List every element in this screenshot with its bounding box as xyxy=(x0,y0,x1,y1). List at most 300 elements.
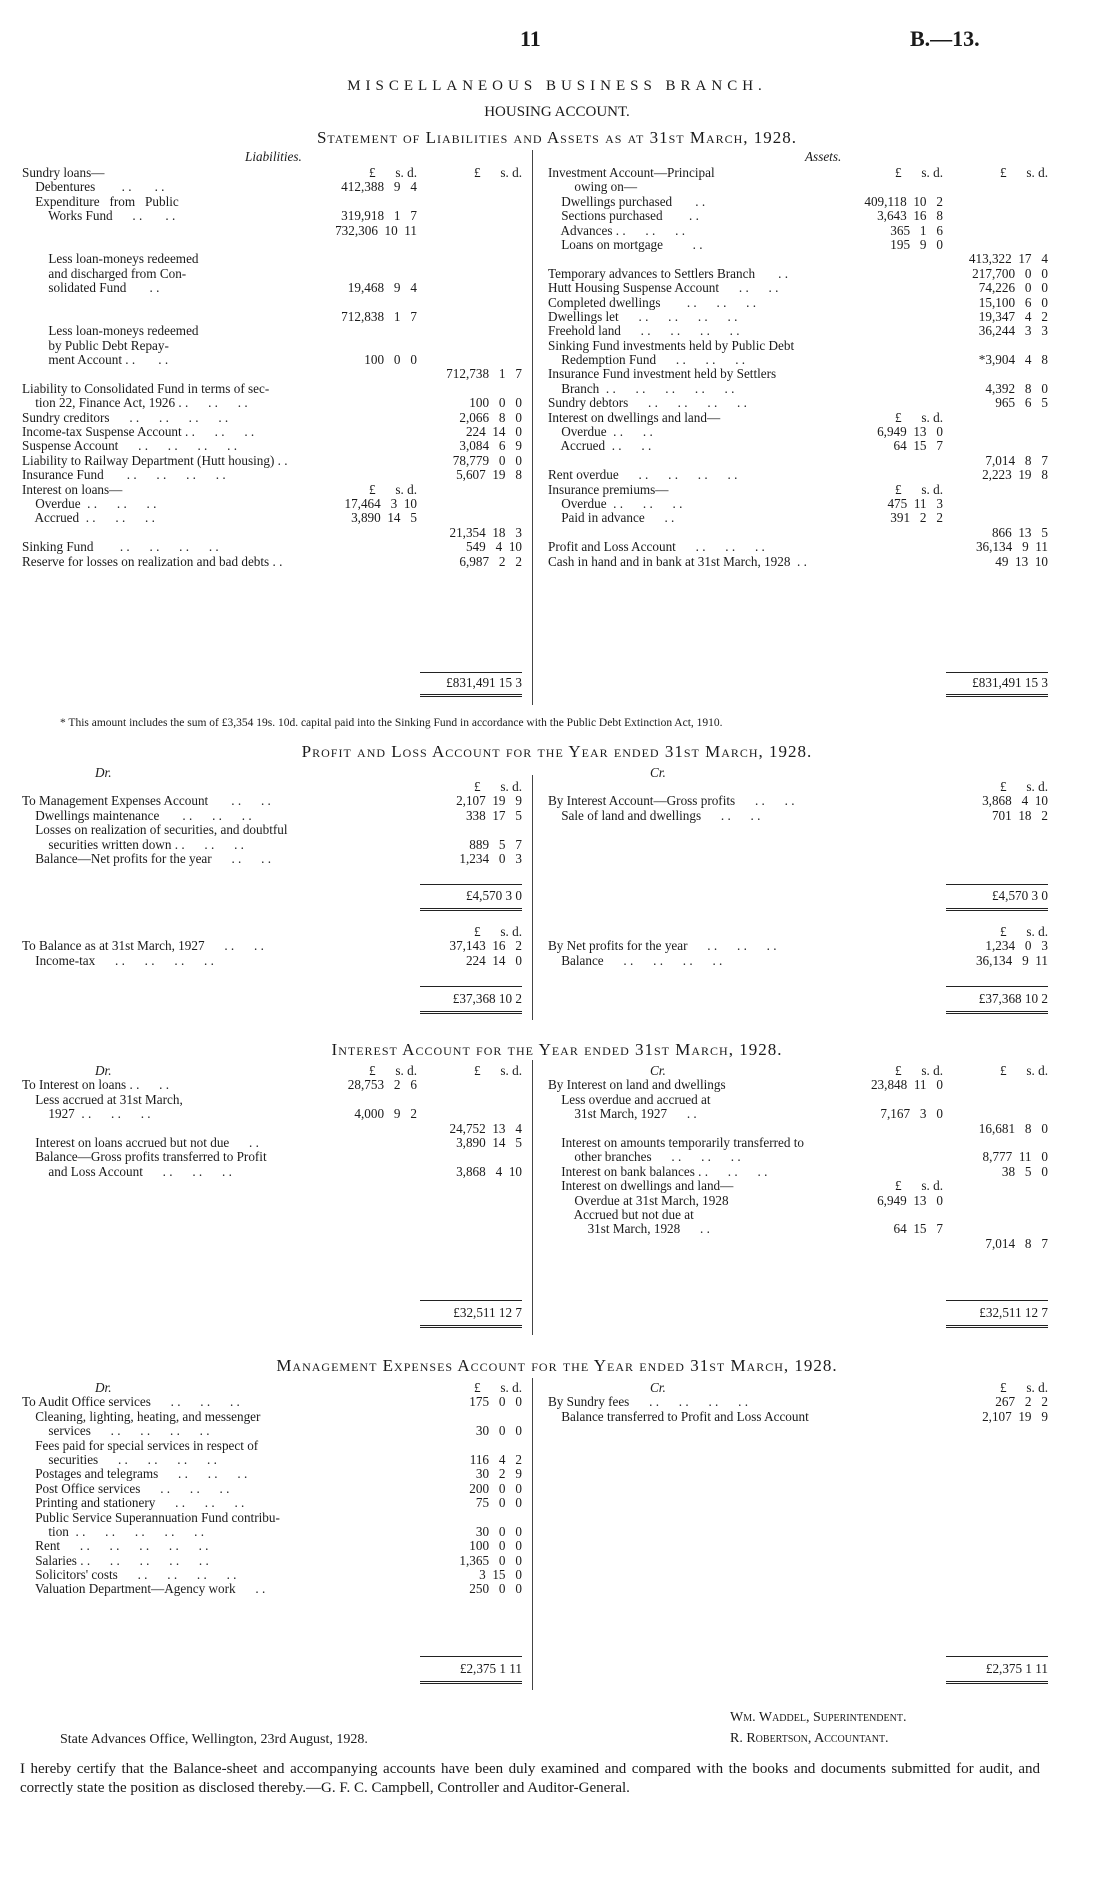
ledger-label: ment Account . . . . xyxy=(22,352,169,368)
ledger-row xyxy=(22,1439,522,1453)
ledger-label: owing on— xyxy=(548,179,638,195)
ledger-label: Rent overdue . . . . . . . . xyxy=(548,467,738,483)
ledger-row xyxy=(548,1107,1048,1121)
ledger-row xyxy=(548,396,1048,410)
ledger-row xyxy=(22,267,522,281)
ledger-label: Freehold land . . . . . . . . xyxy=(548,323,740,339)
ledger-amount: 6,949 13 0 xyxy=(877,1192,943,1208)
ledger-amount-total: 2,066 8 0 xyxy=(459,409,522,425)
ledger-amount: 2,107 19 9 xyxy=(456,793,522,809)
ledger-row xyxy=(22,367,522,381)
ledger-amount: 4,000 9 2 xyxy=(354,1106,417,1122)
ledger-label: Works Fund . . . . xyxy=(22,208,176,224)
pl-rule1-left xyxy=(420,884,522,885)
ledger-row xyxy=(548,1395,1048,1409)
superintendent-signature: Wm. Waddel, Superintendent. xyxy=(730,1710,907,1725)
ledger-label: Less overdue and accrued at xyxy=(548,1091,711,1107)
ledger-label: Reserve for losses on realization and bad debts . . xyxy=(22,553,283,569)
ledger-amount: 701 18 2 xyxy=(991,807,1048,823)
ledger-label: Interest on loans accrued but not due . . xyxy=(22,1134,259,1150)
ledger-row xyxy=(22,238,522,252)
int-dr: Dr. xyxy=(95,1063,112,1078)
ledger-amount: 37,143 16 2 xyxy=(449,938,522,954)
ledger-label: 31st March, 1928 . . xyxy=(548,1221,710,1237)
ledger-row xyxy=(548,339,1048,353)
ledger-row xyxy=(22,224,522,238)
ledger-row xyxy=(22,1511,522,1525)
ledger-amount-total: 3,868 4 10 xyxy=(456,1163,522,1179)
management-total-right: £2,375 1 11 xyxy=(985,1661,1048,1676)
ledger-label: solidated Fund . . xyxy=(22,280,160,296)
ledger-amount: 2,107 19 9 xyxy=(982,1408,1048,1424)
ledger-amount-total: 8,777 11 0 xyxy=(982,1149,1048,1165)
ledger-amount: 224 14 0 xyxy=(465,952,522,968)
ledger-row xyxy=(22,1453,522,1467)
ledger-label: Interest on dwellings and land— xyxy=(548,1178,734,1194)
branch-title: MISCELLANEOUS BUSINESS BRANCH. xyxy=(347,78,767,94)
ledger-label: Overdue . . . . . . xyxy=(548,495,683,511)
ledger-row xyxy=(22,411,522,425)
ledger-row xyxy=(548,1093,1048,1107)
ledger-row xyxy=(548,224,1048,238)
ledger-amount: 1,234 0 3 xyxy=(459,850,522,866)
pl-left-table xyxy=(22,780,522,866)
ledger-row xyxy=(548,166,1048,180)
ledger-row xyxy=(22,540,522,554)
ledger-amount: 64 15 7 xyxy=(893,438,943,454)
ledger-amount: 409,118 10 2 xyxy=(864,193,943,209)
ledger-row xyxy=(548,954,1048,968)
ledger-amount-total: 19,347 4 2 xyxy=(978,308,1048,324)
ledger-label: Income-tax . . . . . . . . xyxy=(22,952,214,968)
ledger-amount: £ s. d. xyxy=(369,165,417,180)
interest-total-left: £32,511 12 7 xyxy=(453,1305,522,1320)
ledger-amount: 267 2 2 xyxy=(995,1394,1048,1410)
int-total-left-row xyxy=(22,1306,522,1320)
ledger-amount-total: 866 13 5 xyxy=(991,524,1048,540)
ledger-label: Post Office services . . . . . . xyxy=(22,1480,230,1496)
ledger-row xyxy=(22,1410,522,1424)
ledger-row xyxy=(22,483,522,497)
pl-drule1-left xyxy=(420,908,522,913)
ledger-row xyxy=(22,1078,522,1092)
ledger-label: Postages and telegrams . . . . . . xyxy=(22,1466,248,1482)
liabilities-heading: Liabilities. xyxy=(245,149,302,164)
ledger-row xyxy=(22,1122,522,1136)
audit-certificate: I hereby certify that the Balance-sheet and accompanying accounts have been duly examined and compared with the books and documents submitted for audit, and correctly state the position as disclosed thereby.—G. F. C. Campbell, Controller and Auditor-General. xyxy=(20,1761,1040,1796)
ledger-label: services . . . . . . . . xyxy=(22,1423,210,1439)
ledger-row xyxy=(22,1136,522,1150)
ledger-label: Debentures . . . . xyxy=(22,179,165,195)
ledger-label: By Net profits for the year . . . . . . xyxy=(548,938,777,954)
ledger-row xyxy=(548,555,1048,569)
ledger-row xyxy=(22,1093,522,1107)
ledger-row xyxy=(22,939,522,953)
ledger-row xyxy=(22,823,522,837)
pl-left2-table xyxy=(22,925,522,968)
document-reference: B.—13. xyxy=(910,26,980,51)
ledger-amount: £ s. d. xyxy=(1000,924,1048,939)
ledger-amount: £ s. d. xyxy=(895,481,943,497)
pl-total1-right-row xyxy=(548,889,1048,903)
ledger-label: Accrued but not due at xyxy=(548,1206,694,1222)
ledger-label: Sections purchased . . xyxy=(548,208,699,224)
int-rule-left xyxy=(420,1300,522,1301)
ledger-amount-total: 3,890 14 5 xyxy=(456,1134,522,1150)
ledger-row xyxy=(548,809,1048,823)
liabilities-total-row xyxy=(22,676,522,690)
ledger-amount: 200 0 0 xyxy=(469,1480,522,1496)
ledger-row xyxy=(548,367,1048,381)
pl-total1-left: £4,570 3 0 xyxy=(465,888,522,903)
ledger-label: Temporary advances to Settlers Branch . . xyxy=(548,265,789,281)
ledger-amount: £ s. d. xyxy=(895,409,943,425)
ledger-row xyxy=(548,382,1048,396)
ledger-row xyxy=(22,780,522,794)
ledger-amount: 7,167 3 0 xyxy=(880,1106,943,1122)
ledger-amount: 116 4 2 xyxy=(469,1451,522,1467)
ledger-amount: 100 0 0 xyxy=(364,352,417,368)
ledger-label: tion 22, Finance Act, 1926 . . . . . . xyxy=(22,395,248,411)
ledger-row xyxy=(548,925,1048,939)
int-rule-right xyxy=(946,1300,1048,1301)
ledger-row xyxy=(22,1064,522,1078)
ledger-row xyxy=(22,555,522,569)
ledger-amount: 732,306 10 11 xyxy=(335,222,417,238)
ledger-row xyxy=(548,454,1048,468)
int-drule-left xyxy=(420,1325,522,1330)
ledger-label: Cleaning, lighting, heating, and messenger xyxy=(22,1408,261,1424)
management-right-table xyxy=(548,1381,1048,1424)
ledger-amount-total: 7,014 8 7 xyxy=(985,452,1048,468)
management-left-table xyxy=(22,1381,522,1597)
statement-title: Statement of Liabilities and Assets as at 31st March, 1928. xyxy=(316,128,798,147)
pl-right2-table xyxy=(548,925,1048,968)
pl-divider xyxy=(532,775,533,1020)
ledger-label: Profit and Loss Account . . . . . . xyxy=(548,539,765,555)
accountant-signature: R. Robertson, Accountant. xyxy=(730,1731,889,1746)
ledger-label: Accrued . . . . . . xyxy=(22,510,155,526)
ledger-row xyxy=(548,1122,1048,1136)
interest-right-table xyxy=(548,1064,1048,1251)
profit-loss-title: Profit and Loss Account for the Year ended 31st March, 1928. xyxy=(301,742,813,761)
ledger-label: Valuation Department—Agency work . . xyxy=(22,1581,266,1597)
ledger-amount: 30 0 0 xyxy=(475,1423,522,1439)
ledger-row xyxy=(548,296,1048,310)
ledger-label: Paid in advance . . xyxy=(548,510,675,526)
ledger-label: Sinking Fund . . . . . . . . xyxy=(22,539,219,555)
ledger-row xyxy=(22,166,522,180)
mgmt-drule-left xyxy=(420,1681,522,1686)
ledger-label: By Sundry fees . . . . . . . . xyxy=(548,1394,749,1410)
ledger-label: Interest on dwellings and land— xyxy=(548,409,721,425)
ledger-amount: 3,868 4 10 xyxy=(982,793,1048,809)
ledger-label: Balance—Net profits for the year . . . . xyxy=(22,850,272,866)
ledger-amount: 64 15 7 xyxy=(893,1221,943,1237)
ledger-label: Sale of land and dwellings . . . . xyxy=(548,807,761,823)
ledger-amount: £ s. d. xyxy=(474,1380,522,1395)
ledger-label: Advances . . . . . . xyxy=(548,222,685,238)
ledger-label: Income-tax Suspense Account . . . . . . xyxy=(22,424,255,440)
ledger-label: 1927 . . . . . . xyxy=(22,1106,151,1122)
ledger-row xyxy=(22,1395,522,1409)
pl-rule2-right xyxy=(946,986,1048,987)
ledger-row xyxy=(548,252,1048,266)
ledger-row xyxy=(548,1381,1048,1395)
ledger-amount: 36,134 9 11 xyxy=(975,952,1048,968)
ledger-row xyxy=(22,1107,522,1121)
page-number: 11 xyxy=(520,26,541,51)
liabilities-table xyxy=(22,166,522,569)
ledger-amount: 712,838 1 7 xyxy=(341,308,417,324)
mgmt-total-right-row xyxy=(548,1662,1048,1676)
ledger-amount: 175 0 0 xyxy=(469,1394,522,1410)
ledger-amount: 6,949 13 0 xyxy=(877,424,943,440)
ledger-amount-total: 36,244 3 3 xyxy=(978,323,1048,339)
ledger-amount: 30 2 9 xyxy=(475,1466,522,1482)
ledger-amount: 1,365 0 0 xyxy=(459,1552,522,1568)
ledger-amount-total: £ s. d. xyxy=(1000,1063,1048,1078)
ledger-row xyxy=(548,1237,1048,1251)
assets-total-row xyxy=(548,676,1048,690)
pl-total1-right: £4,570 3 0 xyxy=(991,888,1048,903)
ledger-row xyxy=(548,1064,1048,1078)
ledger-row xyxy=(22,1381,522,1395)
ledger-label: Public Service Superannuation Fund contribu- xyxy=(22,1509,280,1525)
ledger-label: other branches . . . . . . xyxy=(548,1149,741,1165)
interest-divider xyxy=(532,1060,533,1335)
pl-total2-left-row xyxy=(22,992,522,1006)
ledger-row xyxy=(22,511,522,525)
ledger-row xyxy=(548,1208,1048,1222)
ledger-row xyxy=(22,838,522,852)
total-double-rule-left xyxy=(420,694,522,699)
ledger-row xyxy=(548,468,1048,482)
management-divider xyxy=(532,1378,533,1690)
ledger-amount-total: 7,014 8 7 xyxy=(985,1235,1048,1251)
ledger-label: To Balance as at 31st March, 1927 . . . . xyxy=(22,938,264,954)
ledger-amount-total: 6,987 2 2 xyxy=(459,553,522,569)
total-rule-right xyxy=(946,672,1048,673)
ledger-label: securities . . . . . . . . xyxy=(22,1451,217,1467)
ledger-label: Insurance Fund investment held by Settlers xyxy=(548,366,777,382)
ledger-label: Sinking Fund investments held by Public Debt xyxy=(548,337,795,353)
mgmt-rule-left xyxy=(420,1656,522,1657)
ledger-amount: 365 1 6 xyxy=(890,222,943,238)
mgmt-total-left-row xyxy=(22,1662,522,1676)
ledger-label: Interest on loans— xyxy=(22,481,123,497)
ledger-label: Balance transferred to Profit and Loss Account xyxy=(548,1408,809,1424)
ledger-amount-total: 16,681 8 0 xyxy=(978,1120,1048,1136)
account-title: HOUSING ACCOUNT. xyxy=(484,104,630,120)
ledger-label: Printing and stationery . . . . . . xyxy=(22,1495,245,1511)
ledger-amount-total: 217,700 0 0 xyxy=(972,265,1048,281)
ledger-label: Balance . . . . . . . . xyxy=(548,952,723,968)
ledger-label: tion . . . . . . . . . . xyxy=(22,1523,205,1539)
pl-right-table xyxy=(548,780,1048,823)
ledger-amount: 100 0 0 xyxy=(469,1538,522,1554)
ledger-row xyxy=(548,281,1048,295)
ledger-row xyxy=(22,180,522,194)
ledger-label: Fees paid for special services in respect of xyxy=(22,1437,259,1453)
ledger-amount-total: 413,322 17 4 xyxy=(968,251,1048,267)
ledger-amount-total: 49 13 10 xyxy=(995,553,1048,569)
ledger-row xyxy=(22,1150,522,1164)
ledger-row xyxy=(22,1482,522,1496)
ledger-row xyxy=(22,794,522,808)
ledger-label: Balance—Gross profits transferred to Profit xyxy=(22,1149,267,1165)
ledger-row xyxy=(22,925,522,939)
pl-dr: Dr. xyxy=(95,765,112,780)
ledger-amount: 19,468 9 4 xyxy=(347,280,417,296)
ledger-row xyxy=(548,238,1048,252)
ledger-amount-total: 15,100 6 0 xyxy=(978,294,1048,310)
ledger-row xyxy=(22,310,522,324)
ledger-label: Redemption Fund . . . . . . xyxy=(548,352,746,368)
ledger-amount: 17,464 3 10 xyxy=(344,495,417,511)
ledger-amount-total: 2,223 19 8 xyxy=(982,467,1048,483)
ledger-amount-total: 38 5 0 xyxy=(1001,1163,1048,1179)
management-title: Management Expenses Account for the Year ended 31st March, 1928. xyxy=(276,1356,838,1375)
ledger-label: To Interest on loans . . . . xyxy=(22,1077,170,1093)
ledger-row xyxy=(548,540,1048,554)
ledger-amount-total: 24,752 13 4 xyxy=(449,1120,522,1136)
ledger-row xyxy=(548,324,1048,338)
ledger-amount: 3,890 14 5 xyxy=(351,510,417,526)
ledger-row xyxy=(548,425,1048,439)
int-drule-right xyxy=(946,1325,1048,1330)
ledger-amount-total: £ s. d. xyxy=(474,165,522,180)
ledger-label: Interest on amounts temporarily transferred to xyxy=(548,1134,804,1150)
ledger-amount: 338 17 5 xyxy=(465,807,522,823)
ledger-row xyxy=(22,396,522,410)
ledger-row xyxy=(22,809,522,823)
interest-title: Interest Account for the Year ended 31st March, 1928. xyxy=(331,1040,783,1059)
ledger-amount: 3 15 0 xyxy=(479,1567,522,1583)
ledger-row xyxy=(22,1165,522,1179)
ledger-label: By Interest Account—Gross profits . . . . xyxy=(548,793,795,809)
ledger-amount-total: *3,904 4 8 xyxy=(978,352,1048,368)
mgmt-cr: Cr. xyxy=(650,1380,666,1395)
ledger-row xyxy=(548,483,1048,497)
ledger-row xyxy=(22,1424,522,1438)
ledger-amount: 250 0 0 xyxy=(469,1581,522,1597)
ledger-label: Overdue . . . . . . xyxy=(22,495,157,511)
ledger-amount: 412,388 9 4 xyxy=(341,179,417,195)
ledger-label: Sundry loans— xyxy=(22,165,105,180)
ledger-row xyxy=(548,1150,1048,1164)
ledger-label: Overdue at 31st March, 1928 xyxy=(548,1192,729,1208)
ledger-row xyxy=(22,1539,522,1553)
ledger-row xyxy=(22,1568,522,1582)
int-cr: Cr. xyxy=(650,1063,666,1078)
ledger-amount-total: £ s. d. xyxy=(474,1063,522,1078)
ledger-label: Liability to Consolidated Fund in terms of sec- xyxy=(22,380,270,396)
ledger-label: and discharged from Con- xyxy=(22,265,187,281)
ledger-label: securities written down . . . . . . xyxy=(22,836,244,852)
ledger-row xyxy=(548,353,1048,367)
ledger-row xyxy=(548,195,1048,209)
assets-heading: Assets. xyxy=(805,149,842,164)
ledger-label: Expenditure from Public xyxy=(22,193,179,209)
ledger-amount: 195 9 0 xyxy=(890,236,943,252)
ledger-row xyxy=(548,939,1048,953)
pl-total2-right-row xyxy=(548,992,1048,1006)
ledger-row xyxy=(22,497,522,511)
footnote: * This amount includes the sum of £3,354 19s. 10d. capital paid into the Sinking Fund in accordance with the Public Debt Extinction Act, 1910. xyxy=(60,717,723,729)
ledger-label: Investment Account—Principal xyxy=(548,165,715,180)
ledger-amount: 475 11 3 xyxy=(887,495,943,511)
ledger-amount: £ s. d. xyxy=(895,165,943,180)
ledger-row xyxy=(22,852,522,866)
ledger-row xyxy=(22,324,522,338)
ledger-label: Less accrued at 31st March, xyxy=(22,1091,183,1107)
ledger-amount-total: 965 6 5 xyxy=(995,395,1048,411)
ledger-row xyxy=(22,281,522,295)
ledger-row xyxy=(22,296,522,310)
ledger-row xyxy=(22,1554,522,1568)
ledger-label: To Audit Office services . . . . . . xyxy=(22,1394,240,1410)
ledger-label: Completed dwellings . . . . . . xyxy=(548,294,757,310)
pl-drule2-right xyxy=(946,1011,1048,1016)
ledger-label: Losses on realization of securities, and doubtful xyxy=(22,822,288,838)
ledger-label: To Management Expenses Account . . . . xyxy=(22,793,271,809)
ledger-label: Rent . . . . . . . . . . xyxy=(22,1538,209,1554)
total-double-rule-right xyxy=(946,694,1048,699)
pl-drule1-right xyxy=(946,908,1048,913)
ledger-row xyxy=(22,1467,522,1481)
ledger-row xyxy=(548,1179,1048,1193)
ledger-row xyxy=(22,353,522,367)
ledger-row xyxy=(548,1078,1048,1092)
ledger-row xyxy=(548,267,1048,281)
ledger-row xyxy=(22,1496,522,1510)
ledger-amount-total: 712,738 1 7 xyxy=(446,366,522,382)
ledger-label: Sundry creditors . . . . . . . . xyxy=(22,409,229,425)
ledger-row xyxy=(22,1582,522,1596)
ledger-row xyxy=(548,411,1048,425)
ledger-amount: £ s. d. xyxy=(474,779,522,794)
ledger-label: Dwellings maintenance . . . . . . xyxy=(22,807,252,823)
ledger-label: and Loss Account . . . . . . xyxy=(22,1163,232,1179)
ledger-row xyxy=(548,180,1048,194)
pl-drule2-left xyxy=(420,1011,522,1016)
ledger-row xyxy=(22,439,522,453)
ledger-amount: 319,918 1 7 xyxy=(341,208,417,224)
ledger-row xyxy=(22,195,522,209)
ledger-amount-total: 36,134 9 11 xyxy=(975,539,1048,555)
ledger-amount-total: 21,354 18 3 xyxy=(449,524,522,540)
ledger-label: Accrued . . . . xyxy=(548,438,652,454)
pl-total2-left: £37,368 10 2 xyxy=(452,991,522,1006)
ledger-row xyxy=(548,511,1048,525)
assets-table xyxy=(548,166,1048,569)
ledger-label: Insurance Fund . . . . . . . . xyxy=(22,467,226,483)
mgmt-drule-right xyxy=(946,1681,1048,1686)
ledger-row xyxy=(22,954,522,968)
ledger-label: Less loan-moneys redeemed xyxy=(22,323,199,339)
ledger-row xyxy=(548,439,1048,453)
management-total-left: £2,375 1 11 xyxy=(459,1661,522,1676)
ledger-label: Less loan-moneys redeemed xyxy=(22,251,199,267)
pl-cr: Cr. xyxy=(650,765,666,780)
ledger-label: Insurance premiums— xyxy=(548,481,669,497)
ledger-label: Salaries . . . . . . . . . . xyxy=(22,1552,209,1568)
ledger-row xyxy=(22,339,522,353)
ledger-amount: £ s. d. xyxy=(895,1178,943,1194)
ledger-row xyxy=(22,425,522,439)
ledger-row xyxy=(548,497,1048,511)
